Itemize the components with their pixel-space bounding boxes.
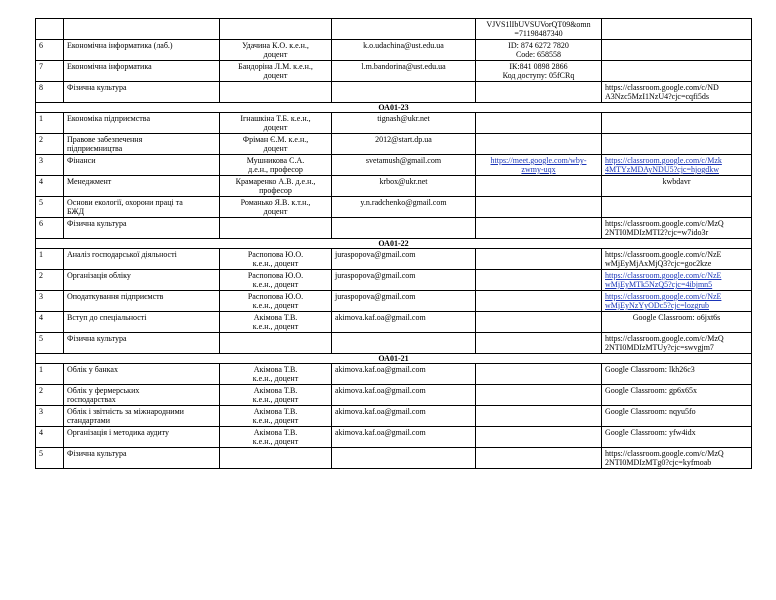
row-number	[36, 218, 64, 239]
classroom-cell-text: Google Classroom: gp6x65x	[605, 386, 697, 395]
email-cell-text: svetamush@gmail.com	[365, 156, 442, 165]
email-cell	[332, 82, 476, 103]
row-number	[36, 249, 64, 270]
subject-cell	[64, 270, 220, 291]
table-row	[36, 291, 752, 312]
email-cell	[332, 312, 476, 333]
classroom-cell[interactable]	[602, 155, 752, 176]
table-row	[36, 134, 752, 155]
teacher-cell	[220, 385, 332, 406]
classroom-cell	[602, 364, 752, 385]
row-number	[36, 270, 64, 291]
email-cell-text: l.m.bandorina@ust.edu.ua	[361, 62, 446, 71]
teacher-cell	[220, 312, 332, 333]
subject-cell	[64, 155, 220, 176]
subject-cell	[64, 333, 220, 354]
email-cell	[332, 270, 476, 291]
table-row	[36, 385, 752, 406]
email-cell-text: akimova.kaf.oa@gmail.com	[335, 428, 426, 437]
table-row	[36, 19, 752, 40]
subject-cell	[64, 113, 220, 134]
meet-cell-text: ID: 874 6272 7820 Code: 658558	[508, 41, 569, 59]
table-row	[36, 61, 752, 82]
table-row	[36, 197, 752, 218]
meet-cell	[476, 333, 602, 354]
email-cell-text: juraspopova@gmail.com	[335, 292, 416, 301]
subject-cell	[64, 291, 220, 312]
teacher-cell-text: Акімова Т.В. к.е.н., доцент	[252, 365, 299, 383]
classroom-cell	[602, 249, 752, 270]
classroom-cell-text: https://classroom.google.com/c/NzE wMjEyMjAxMjQ3?cjc=goc2kze	[605, 250, 722, 268]
teacher-cell-text: Распопова Ю.О. к.е.н., доцент	[247, 292, 304, 310]
teacher-cell	[220, 427, 332, 448]
subject-cell-text: Облік і звітність за міжнародними стандартами	[67, 407, 184, 425]
teacher-cell-text: Ігнашкіна Т.Б. к.е.н., доцент	[240, 114, 311, 132]
teacher-cell	[220, 176, 332, 197]
subject-cell	[64, 134, 220, 155]
subject-cell-text: Фізична культура	[67, 83, 127, 92]
row-number	[36, 312, 64, 333]
table-row	[36, 333, 752, 354]
classroom-cell-text: Google Classroom: nqyu5fo	[605, 407, 696, 416]
classroom-cell	[602, 19, 752, 40]
row-number-text: 2	[39, 135, 43, 144]
subject-cell	[64, 40, 220, 61]
subject-cell-text: Менеджмент	[67, 177, 112, 186]
table-row	[36, 406, 752, 427]
teacher-cell	[220, 333, 332, 354]
meet-cell	[476, 249, 602, 270]
classroom-cell-text: https://classroom.google.com/c/MzQ 2NTI0MDIzMTUy?cjc=swvgjm7	[605, 334, 724, 352]
classroom-cell	[602, 113, 752, 134]
row-number	[36, 364, 64, 385]
subject-cell-text: Аналіз господарської діяльності	[67, 250, 177, 259]
email-cell-text: 2012@start.dp.ua	[375, 135, 432, 144]
email-cell-text: juraspopova@gmail.com	[335, 250, 416, 259]
subject-cell-text: Оподаткування підприємств	[67, 292, 164, 301]
group-title: ОА01-23	[36, 103, 752, 113]
table-row	[36, 218, 752, 239]
table-row	[36, 155, 752, 176]
subject-cell	[64, 176, 220, 197]
subject-cell-text: Організація обліку	[67, 271, 131, 280]
row-number	[36, 82, 64, 103]
meet-cell	[476, 197, 602, 218]
classroom-cell	[602, 218, 752, 239]
email-cell-text: akimova.kaf.oa@gmail.com	[335, 365, 426, 374]
teacher-cell-text: Акімова Т.В. к.е.н., доцент	[252, 407, 299, 425]
meet-cell	[476, 291, 602, 312]
row-number	[36, 113, 64, 134]
email-cell	[332, 218, 476, 239]
classroom-cell	[602, 134, 752, 155]
subject-cell-text: Економічна інформатика (лаб.)	[67, 41, 173, 50]
teacher-cell	[220, 249, 332, 270]
row-number-text: 1	[39, 114, 43, 123]
teacher-cell-text: Акімова Т.В. к.е.н., доцент	[252, 313, 299, 331]
email-cell	[332, 249, 476, 270]
meet-cell	[476, 406, 602, 427]
schedule-body	[36, 19, 752, 469]
classroom-cell-text: Google Classroom: yfw4idx	[605, 428, 696, 437]
meet-cell-text: VJVS1lIbUVSUVorQT09&omn =71198487340	[486, 20, 591, 38]
subject-cell-text: Вступ до спеціальності	[67, 313, 147, 322]
group-header-row	[36, 354, 752, 364]
classroom-link[interactable]: https://classroom.google.com/c/NzE wMjEyNzYyODc5?cjc=lozgrub	[605, 292, 722, 310]
email-cell	[332, 364, 476, 385]
email-cell	[332, 197, 476, 218]
meet-cell-text: ІК:841 0898 2866 Код доступу: 05fCRq	[502, 62, 575, 80]
schedule-table	[35, 18, 752, 469]
teacher-cell	[220, 61, 332, 82]
group-title: ОА01-21	[36, 354, 752, 364]
row-number	[36, 406, 64, 427]
classroom-link[interactable]: https://classroom.google.com/c/Mzk 4MTYzMDAyNDU5?cjc=hjogdkw	[605, 156, 722, 174]
row-number-text: 8	[39, 83, 43, 92]
teacher-cell-text: Распопова Ю.О. к.е.н., доцент	[247, 250, 304, 268]
teacher-cell	[220, 218, 332, 239]
teacher-cell-text: Романько Я.В. к.т.н., доцент	[240, 198, 311, 216]
row-number-text: 5	[39, 198, 43, 207]
email-cell	[332, 61, 476, 82]
teacher-cell	[220, 82, 332, 103]
subject-cell-text: Основи екології, охорони праці та БЖД	[67, 198, 183, 216]
row-number-text: 3	[39, 292, 43, 301]
classroom-cell-text: https://classroom.google.com/c/MzQ 2NTI0MDIzMTI2?cjc=w7ido3r	[605, 219, 724, 237]
email-cell	[332, 19, 476, 40]
subject-cell-text: Економічна інформатика	[67, 62, 152, 71]
meet-cell	[476, 312, 602, 333]
row-number-text: 5	[39, 334, 43, 343]
email-cell-text: krbox@ukr.net	[379, 177, 428, 186]
email-cell	[332, 448, 476, 469]
classroom-cell	[602, 406, 752, 427]
teacher-cell	[220, 270, 332, 291]
subject-cell-text: Фінанси	[67, 156, 96, 165]
classroom-cell-text: Google Classroom: o6jxt6s	[632, 313, 721, 322]
email-cell-text: akimova.kaf.oa@gmail.com	[335, 313, 426, 322]
table-row	[36, 364, 752, 385]
subject-cell	[64, 19, 220, 40]
subject-cell-text: Правове забезпечення підприємництва	[67, 135, 143, 153]
email-cell-text: y.n.radchenko@gmail.com	[360, 198, 447, 207]
group-title: ОА01-22	[36, 239, 752, 249]
row-number-text: 7	[39, 62, 43, 71]
classroom-cell[interactable]	[602, 291, 752, 312]
classroom-link[interactable]: https://classroom.google.com/c/NzE wMjEyMTk5NzQ5?cjc=4ibjmn5	[605, 271, 722, 289]
meet-cell[interactable]	[476, 155, 602, 176]
classroom-cell-text: https://classroom.google.com/c/MzQ 2NTI0MDIzMTg0?cjc=kyfmoab	[605, 449, 724, 467]
teacher-cell	[220, 113, 332, 134]
row-number	[36, 385, 64, 406]
classroom-cell	[602, 197, 752, 218]
meet-cell	[476, 448, 602, 469]
meet-link[interactable]: https://meet.google.com/wby- zwmy-uqx	[490, 156, 587, 174]
classroom-cell	[602, 448, 752, 469]
teacher-cell	[220, 40, 332, 61]
table-row	[36, 427, 752, 448]
table-row	[36, 249, 752, 270]
meet-cell	[476, 82, 602, 103]
teacher-cell	[220, 291, 332, 312]
meet-cell	[476, 270, 602, 291]
subject-cell-text: Облік у банках	[67, 365, 118, 374]
subject-cell	[64, 218, 220, 239]
row-number-text: 6	[39, 41, 43, 50]
row-number	[36, 176, 64, 197]
classroom-cell	[602, 82, 752, 103]
meet-cell	[476, 40, 602, 61]
subject-cell-text: Фізична культура	[67, 449, 127, 458]
subject-cell-text: Облік у фермерських господарствах	[67, 386, 140, 404]
row-number	[36, 134, 64, 155]
subject-cell	[64, 385, 220, 406]
table-row	[36, 82, 752, 103]
subject-cell	[64, 82, 220, 103]
email-cell-text: k.o.udachina@ust.edu.ua	[363, 41, 444, 50]
row-number	[36, 40, 64, 61]
subject-cell	[64, 249, 220, 270]
classroom-cell	[602, 40, 752, 61]
teacher-cell	[220, 19, 332, 40]
email-cell-text: tignash@ukr.net	[377, 114, 430, 123]
row-number-text: 3	[39, 407, 43, 416]
email-cell	[332, 291, 476, 312]
email-cell	[332, 385, 476, 406]
teacher-cell-text: Мушникова С.А. д.е.н., професор	[246, 156, 305, 174]
subject-cell	[64, 427, 220, 448]
row-number-text: 2	[39, 386, 43, 395]
meet-cell	[476, 364, 602, 385]
table-row	[36, 448, 752, 469]
teacher-cell	[220, 155, 332, 176]
classroom-cell	[602, 61, 752, 82]
email-cell	[332, 176, 476, 197]
row-number	[36, 197, 64, 218]
row-number-text: 6	[39, 219, 43, 228]
subject-cell-text: Економіка підприємства	[67, 114, 150, 123]
teacher-cell	[220, 197, 332, 218]
subject-cell	[64, 61, 220, 82]
teacher-cell-text: Акімова Т.В. к.е.н., доцент	[252, 428, 299, 446]
subject-cell	[64, 406, 220, 427]
email-cell	[332, 113, 476, 134]
teacher-cell-text: Бандоріна Л.М. к.е.н., доцент	[238, 62, 313, 80]
teacher-cell	[220, 364, 332, 385]
row-number-text: 1	[39, 250, 43, 259]
meet-cell	[476, 218, 602, 239]
meet-cell	[476, 385, 602, 406]
meet-cell	[476, 61, 602, 82]
row-number	[36, 19, 64, 40]
classroom-cell-text: kwbdavr	[662, 177, 691, 186]
row-number-text: 5	[39, 449, 43, 458]
teacher-cell	[220, 134, 332, 155]
meet-cell	[476, 176, 602, 197]
teacher-cell	[220, 406, 332, 427]
classroom-cell	[602, 333, 752, 354]
teacher-cell	[220, 448, 332, 469]
row-number-text: 4	[39, 313, 43, 322]
teacher-cell-text: Акімова Т.В. к.е.н., доцент	[252, 386, 299, 404]
subject-cell-text: Фізична культура	[67, 334, 127, 343]
email-cell-text: akimova.kaf.oa@gmail.com	[335, 386, 426, 395]
email-cell-text: akimova.kaf.oa@gmail.com	[335, 407, 426, 416]
row-number-text: 4	[39, 177, 43, 186]
teacher-cell-text: Распопова Ю.О. к.е.н., доцент	[247, 271, 304, 289]
classroom-cell	[602, 385, 752, 406]
row-number	[36, 291, 64, 312]
row-number	[36, 333, 64, 354]
subject-cell-text: Організація і методика аудиту	[67, 428, 170, 437]
email-cell	[332, 333, 476, 354]
classroom-cell-text: https://classroom.google.com/c/ND A3Nzc5MzI1NzU4?cjc=cqfi5ds	[605, 83, 719, 101]
group-header-row	[36, 239, 752, 249]
subject-cell	[64, 312, 220, 333]
meet-cell	[476, 113, 602, 134]
row-number	[36, 155, 64, 176]
email-cell-text: juraspopova@gmail.com	[335, 271, 416, 280]
teacher-cell-text: Удачина К.О. к.е.н., доцент	[242, 41, 309, 59]
row-number-text: 2	[39, 271, 43, 280]
email-cell	[332, 40, 476, 61]
table-row	[36, 176, 752, 197]
meet-cell	[476, 134, 602, 155]
classroom-cell[interactable]	[602, 270, 752, 291]
table-row	[36, 270, 752, 291]
row-number	[36, 427, 64, 448]
row-number-text: 4	[39, 428, 43, 437]
subject-cell	[64, 197, 220, 218]
group-header-row	[36, 103, 752, 113]
classroom-cell-text: Google Classroom: lkh26c3	[605, 365, 695, 374]
meet-cell	[476, 427, 602, 448]
table-row	[36, 312, 752, 333]
table-row	[36, 113, 752, 134]
table-row	[36, 40, 752, 61]
email-cell	[332, 155, 476, 176]
teacher-cell-text: Фріман Є.М. к.е.н., доцент	[242, 135, 309, 153]
subject-cell	[64, 364, 220, 385]
email-cell	[332, 427, 476, 448]
row-number-text: 1	[39, 365, 43, 374]
email-cell	[332, 406, 476, 427]
classroom-cell	[602, 176, 752, 197]
classroom-cell	[602, 312, 752, 333]
subject-cell	[64, 448, 220, 469]
row-number	[36, 61, 64, 82]
row-number-text: 3	[39, 156, 43, 165]
teacher-cell-text: Крамаренко А.В. д.е.н., професор	[235, 177, 316, 195]
subject-cell-text: Фізична культура	[67, 219, 127, 228]
row-number	[36, 448, 64, 469]
email-cell	[332, 134, 476, 155]
classroom-cell	[602, 427, 752, 448]
meet-cell	[476, 19, 602, 40]
